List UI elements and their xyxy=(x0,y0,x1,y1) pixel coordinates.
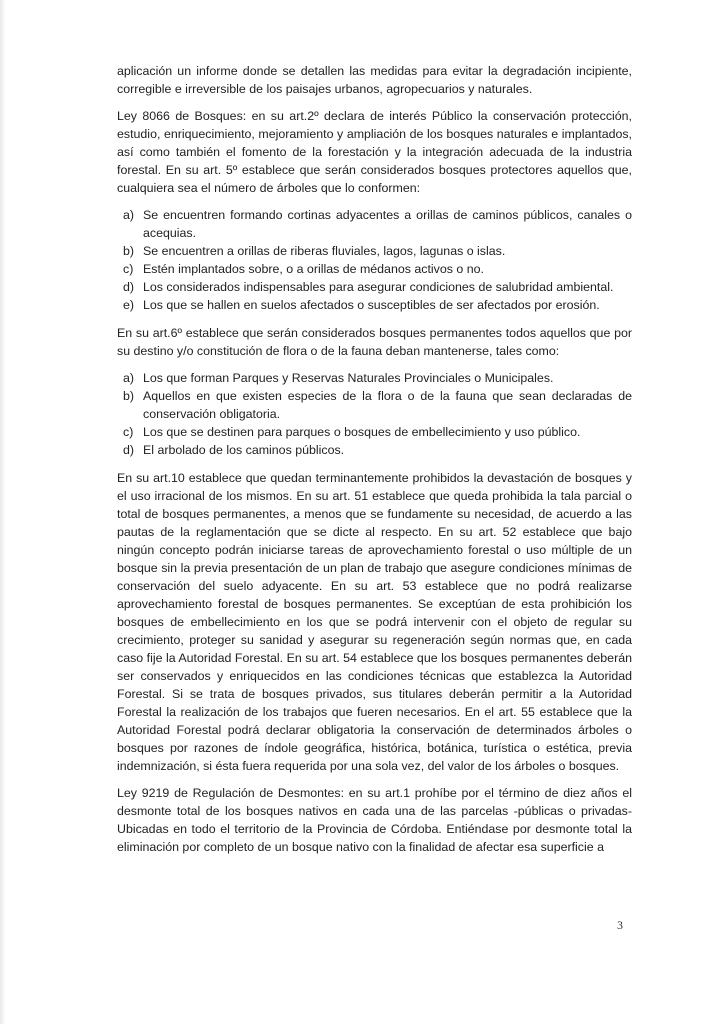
list-item-text: Estén implantados sobre, o a orillas de médanos activos o no. xyxy=(143,262,484,276)
list-item-text: El arbolado de los caminos públicos. xyxy=(143,443,345,457)
page-number: 3 xyxy=(617,918,623,932)
list-marker: c) xyxy=(123,425,134,439)
list-marker: e) xyxy=(123,298,135,312)
list-marker: d) xyxy=(123,443,135,457)
list-item-text: Los que forman Parques y Reservas Naturales Provinciales o Municipales. xyxy=(143,371,554,385)
list-item xyxy=(117,206,632,242)
list-item xyxy=(117,296,632,314)
bosques-protectores-list xyxy=(117,206,632,314)
document-body xyxy=(117,62,632,865)
ley-9219-paragraph: Ley 9219 de Regulación de Desmontes: en su art.1 prohíbe por el término de diez años el desmonte total de los bosques nativos en cada una de las parcelas -públicas o privadas- Ubicadas en todo el territorio de la Provincia de Córdoba. Entiéndase por desmonte total la eliminación por completo de un bosque nativo con la finalidad de afectar esa superficie a xyxy=(117,786,632,854)
scan-edge-shadow xyxy=(0,0,6,1024)
list-marker: b) xyxy=(123,244,135,258)
list-item-text: Los considerados indispensables para asegurar condiciones de salubridad ambiental. xyxy=(143,280,614,294)
list-marker: c) xyxy=(123,262,134,276)
list-marker: b) xyxy=(123,389,135,403)
list-marker: d) xyxy=(123,280,135,294)
list-item xyxy=(117,423,632,441)
intro-paragraph: aplicación un informe donde se detallen las medidas para evitar la degradación incipiente, corregible e irreversible de los paisajes urbanos, agropecuarios y naturales. xyxy=(117,64,632,96)
list-item-text: Aquellos en que existen especies de la flora o de la fauna que sean declaradas de conservación obligatoria. xyxy=(143,389,632,421)
art-6-paragraph: En su art.6º establece que serán considerados bosques permanentes todos aquellos que por su destino y/o constitución de flora o de la fauna deban mantenerse, tales como: xyxy=(117,326,632,358)
bosques-permanentes-list xyxy=(117,369,632,459)
list-item xyxy=(117,260,632,278)
list-item-text: Se encuentren formando cortinas adyacentes a orillas de caminos públicos, canales o acequias. xyxy=(143,208,632,240)
list-item xyxy=(117,387,632,423)
list-item-text: Los que se destinen para parques o bosques de embellecimiento y uso público. xyxy=(143,425,581,439)
ley-8066-paragraph: Ley 8066 de Bosques: en su art.2º declara de interés Público la conservación protección, estudio, enriquecimiento, mejoramiento y ampliación de los bosques naturales e implantados, así como también el fomento de la forestación y la integración adecuada de la industria forestal. En su art. 5º establece que serán considerados bosques protectores aquellos que, cualquiera sea el número de árboles que lo conformen: xyxy=(117,109,632,195)
list-item xyxy=(117,242,632,260)
list-item xyxy=(117,369,632,387)
list-marker: a) xyxy=(123,208,135,222)
list-item xyxy=(117,278,632,296)
art-10-paragraph: En su art.10 establece que quedan terminantemente prohibidos la devastación de bosques y el uso irracional de los mismos. En su art. 51 establece que queda prohibida la tala parcial o total de bosques permanentes, a menos que se fundamente su necesidad, de acuerdo a las pautas de la reglamentación que se dicte al respecto. En su art. 52 establece que bajo ningún concepto podrán iniciarse tareas de aprovechamiento forestal o uso múltiple de un bosque sin la previa presentación de un plan de trabajo que asegure condiciones mínimas de conservación del suelo adyacente. En su art. 53 establece que no podrá realizarse aprovechamiento forestal de bosques permanentes. Se exceptúan de esta prohibición los bosques de embellecimiento en los que se podrá intervenir con el objeto de regular su crecimiento, proteger su sanidad y asegurar su regeneración según normas que, en cada caso fije la Autoridad Forestal. En su art. 54 establece que los bosques permanentes deberán ser conservados y enriquecidos en las condiciones técnicas que establezca la Autoridad Forestal. Si se trata de bosques privados, sus titulares deberán permitir a la Autoridad Forestal la realización de los trabajos que fueren necesarios. En el art. 55 establece que la Autoridad Forestal podrá declarar obligatoria la conservación de determinados árboles o bosques por razones de índole geográfica, histórica, botánica, turística o estética, previa indemnización, si ésta fuera requerida por una sola vez, del valor de los árboles o bosques. xyxy=(117,471,632,773)
list-marker: a) xyxy=(123,371,135,385)
list-item-text: Los que se hallen en suelos afectados o susceptibles de ser afectados por erosión. xyxy=(143,298,600,312)
list-item xyxy=(117,441,632,459)
list-item-text: Se encuentren a orillas de riberas fluviales, lagos, lagunas o islas. xyxy=(143,244,506,258)
